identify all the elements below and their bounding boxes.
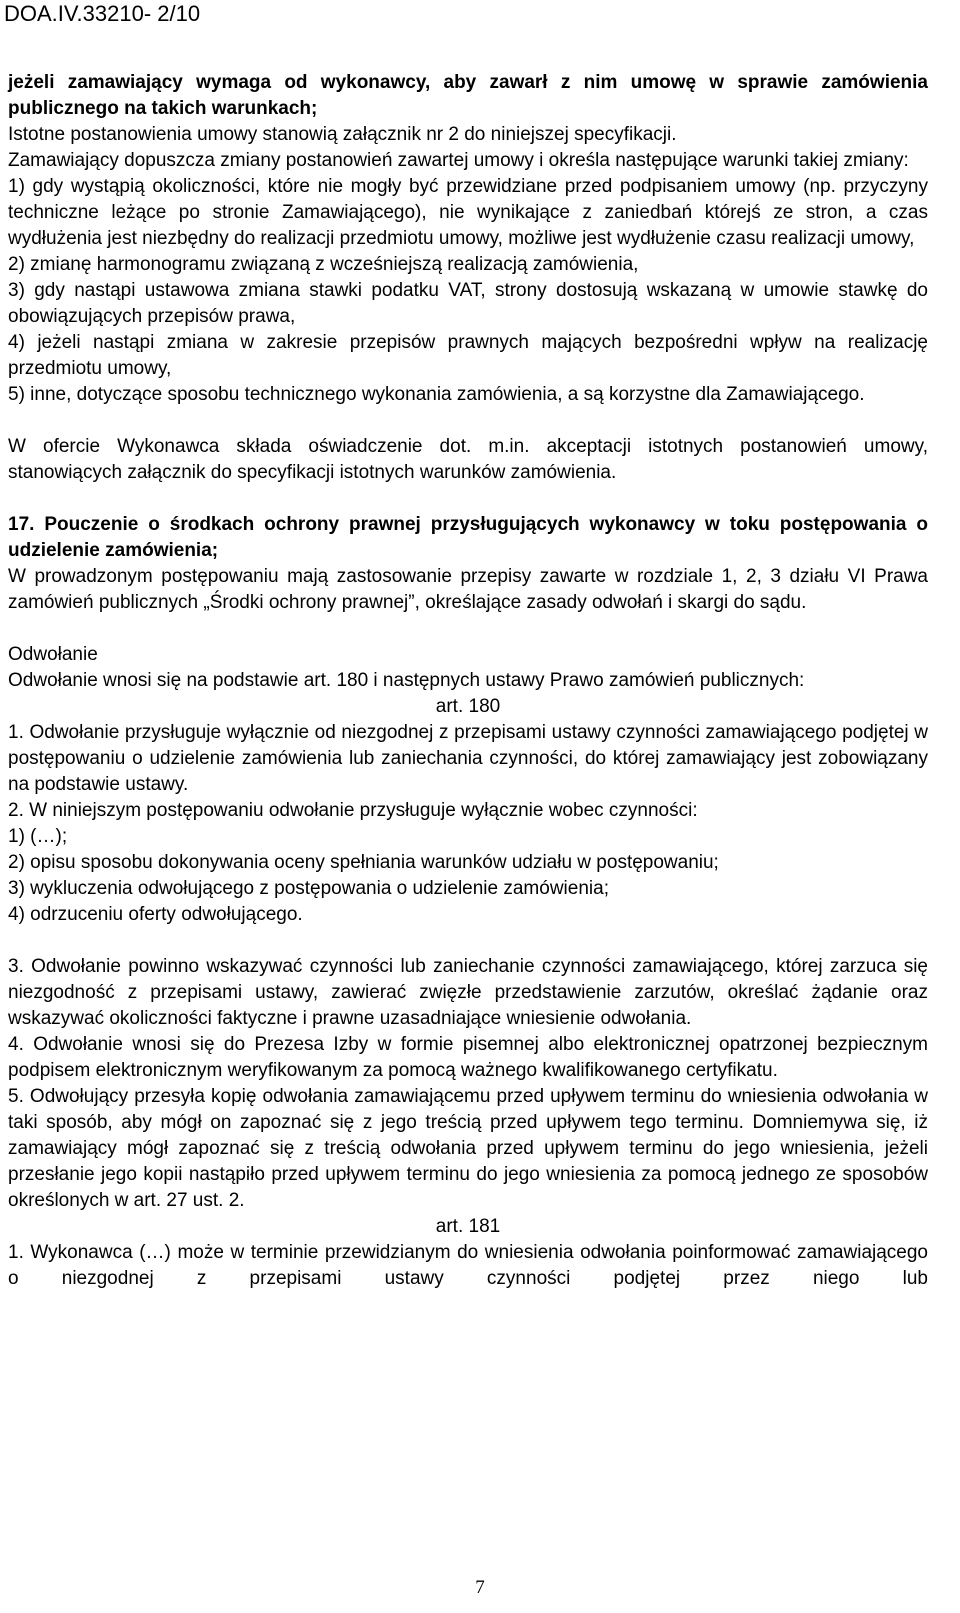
art180-paragraph-4: 4. Odwołanie wnosi się do Prezesa Izby w formie pisemnej albo elektronicznej opatrzonej bezpiecznym podpisem elektronicznym weryfikowanym za pomocą ważnego kwalifikowanego certyfikatu. — [8, 1034, 928, 1081]
amendment-item-5: 5) inne, dotyczące sposobu technicznego wykonania zamówienia, a są korzystne dla Zamawiającego. — [8, 384, 865, 405]
art180-paragraph-1: 1. Odwołanie przysługuje wyłącznie od niezgodnej z przepisami ustawy czynności zamawiającego podjętej w postępowaniu o udzielenie zamówienia lub zaniechania czynności, do której zamawiający jest zobowiązany na podstawie ustawy. — [8, 722, 928, 795]
page-number: 7 — [475, 1577, 485, 1598]
art180-list-item: 2) opisu sposobu dokonywania oceny spełniania warunków udziału w postępowaniu; — [8, 852, 719, 873]
amendment-item-4: 4) jeżeli nastąpi zmiana w zakresie przepisów prawnych mających bezpośredni wpływ na realizację przedmiotu umowy, — [8, 332, 928, 379]
odwolanie-subheading: Odwołanie — [8, 644, 98, 665]
section17-intro: W prowadzonym postępowaniu mają zastosowanie przepisy zawarte w rozdziale 1, 2, 3 działu VI Prawa zamówień publicznych „Środki ochrony prawnej”, określające zasady odwołań i skargi do sądu. — [8, 566, 928, 613]
art180-list-item: 1) (…); — [8, 826, 68, 847]
art181-title: art. 181 — [435, 1216, 501, 1237]
art180-list-item: 4) odrzuceniu oferty odwołującego. — [8, 904, 303, 925]
amendment-item-3: 3) gdy nastąpi ustawowa zmiana stawki podatku VAT, strony dostosują wskazaną w umowie stawkę do obowiązujących przepisów prawa, — [8, 280, 928, 327]
art180-list-item: 3) wykluczenia odwołującego z postępowania o udzielenie zamówienia; — [8, 878, 609, 899]
section16-paragraph-1: Istotne postanowienia umowy stanowią załącznik nr 2 do niniejszej specyfikacji. — [8, 124, 677, 145]
art180-paragraph-5: 5. Odwołujący przesyła kopię odwołania zamawiającemu przed upływem terminu do wniesienia odwołania w taki sposób, aby mógł on zapoznać się z jego treścią przed upływem tego terminu. Domniemywa się, iż zamawiający mógł zapoznać się z treścią odwołania przed upływem terminu do jego wniesienia, jeżeli przesłanie jego kopii nastąpiło przed upływem terminu do jego wniesienia za pomocą jednego ze sposobów określonych w art. 27 ust. 2. — [8, 1086, 928, 1211]
section16-paragraph-2: Zamawiający dopuszcza zmiany postanowień zawartej umowy i określa następujące warunki takiej zmiany: — [8, 150, 909, 171]
document-reference: DOA.IV.33210- 2/10 — [4, 1, 201, 26]
amendment-item-2: 2) zmianę harmonogramu związaną z wcześniejszą realizacją zamówienia, — [8, 254, 639, 275]
section16-intro: jeżeli zamawiający wymaga od wykonawcy, aby zawarł z nim umowę w sprawie zamówienia publicznego na takich warunkach; — [8, 72, 928, 119]
amendment-item-1: 1) gdy wystąpią okoliczności, które nie mogły być przewidziane przed podpisaniem umowy (np. przyczyny techniczne leżące po stronie Zamawiającego), nie wynikające z zaniedbań którejś ze stron, a czas wydłużenia jest niezbędny do realizacji przedmiotu umowy, możliwe jest wydłużenie czasu realizacji umowy, — [8, 176, 928, 249]
art180-title: art. 180 — [435, 696, 501, 717]
document-body — [8, 70, 928, 1292]
offer-note: W ofercie Wykonawca składa oświadczenie dot. m.in. akceptacji istotnych postanowień umowy, stanowiących załącznik do specyfikacji istotnych warunków zamówienia. — [8, 436, 928, 483]
art180-paragraph-2: 2. W niniejszym postępowaniu odwołanie przysługuje wyłącznie wobec czynności: — [8, 800, 698, 821]
section17-heading: 17. Pouczenie o środkach ochrony prawnej przysługujących wykonawcy w toku postępowania o udzielenie zamówienia; — [8, 514, 928, 561]
art180-paragraph-3: 3. Odwołanie powinno wskazywać czynności lub zaniechanie czynności zamawiającego, której zarzuca się niezgodność z przepisami ustawy, zawierać zwięzłe przedstawienie zarzutów, określać żądanie oraz wskazywać okoliczności faktyczne i prawne uzasadniające wniesienie odwołania. — [8, 956, 928, 1029]
odwolanie-intro: Odwołanie wnosi się na podstawie art. 180 i następnych ustawy Prawo zamówień publicznych: — [8, 670, 805, 691]
art181-paragraph-1: 1. Wykonawca (…) może w terminie przewidzianym do wniesienia odwołania poinformować zamawiającego o niezgodnej z przepisami ustawy czynności podjętej przez niego lub — [8, 1242, 928, 1289]
